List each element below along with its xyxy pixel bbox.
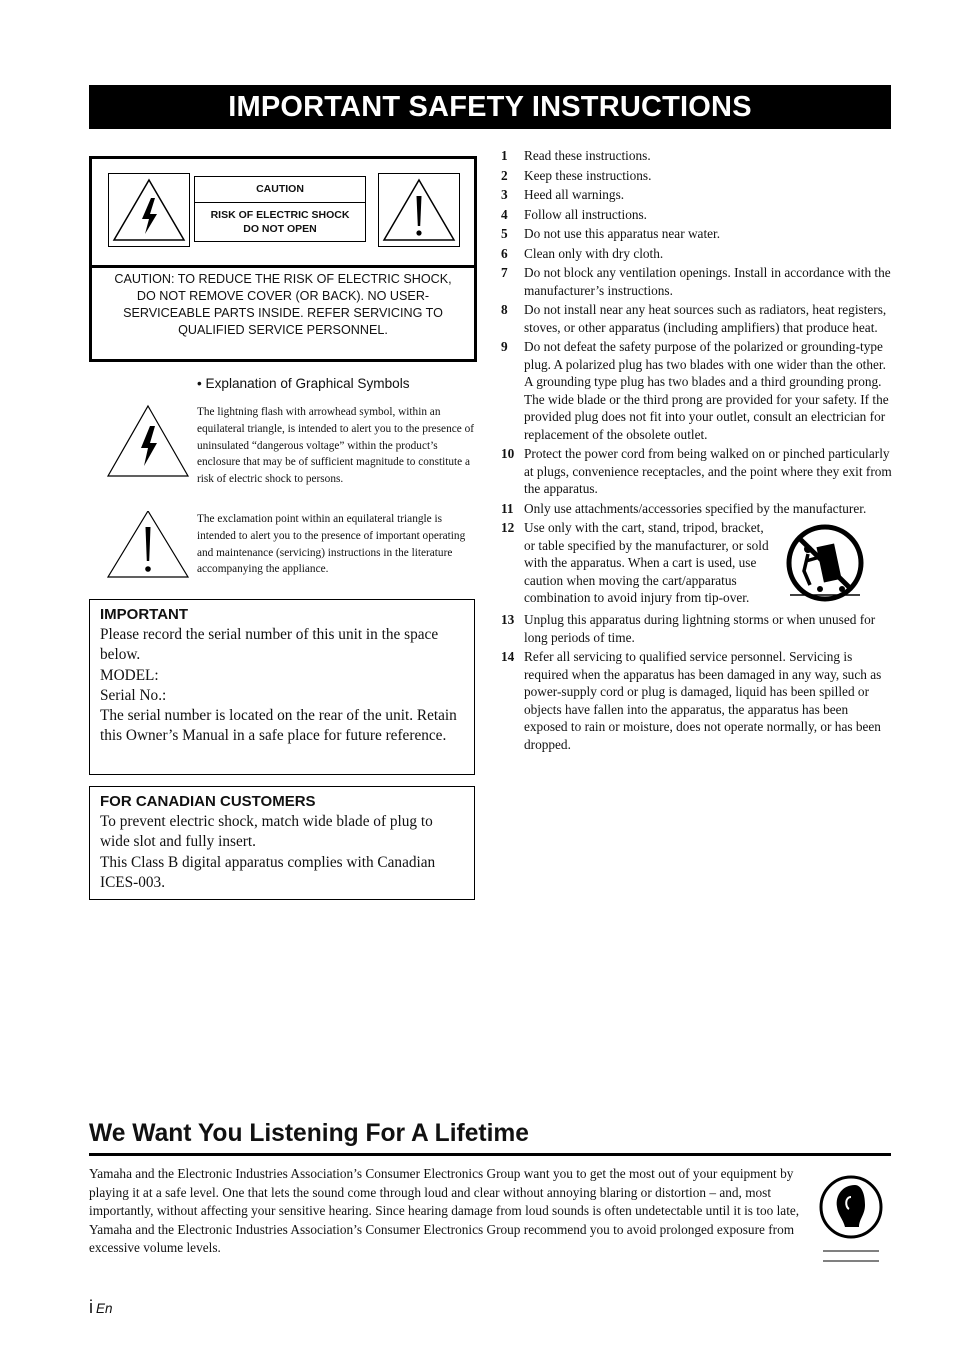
caution-text: CAUTION: TO REDUCE THE RISK OF ELECTRIC SHOCK, DO NOT REMOVE COVER (OR BACK). NO USER-SERVICEABLE PARTS INSIDE. REFER SERVICING TO QUALIFIED SERVICE PERSONNEL.: [114, 272, 452, 337]
page-footer: [89, 1297, 113, 1318]
list-item-text: Do not block any ventilation openings. Install in accordance with the manufacturer’s instructions.: [524, 265, 891, 298]
list-item-text: Protect the power cord from being walked on or pinched particularly at plugs, convenience receptacles, and the point where they exit from the apparatus.: [524, 446, 892, 496]
important-title: IMPORTANT: [100, 606, 189, 623]
list-item-number: 12: [501, 520, 515, 535]
list-item: [501, 301, 893, 336]
language-code: En: [96, 1301, 113, 1316]
lightning-warning-icon: [108, 173, 190, 247]
list-item: [501, 167, 893, 185]
exclamation-triangle-icon: [106, 511, 190, 587]
list-item: [501, 206, 893, 224]
caution-label-top: CAUTION: [194, 176, 366, 203]
canada-box: [89, 786, 475, 900]
list-item: [501, 338, 893, 443]
caution-panel: [89, 156, 477, 362]
canada-line2: This Class B digital apparatus complies with Canadian ICES-003.: [100, 853, 436, 891]
canada-line1: To prevent electric shock, match wide blade of plug to wide slot and fully insert.: [100, 813, 433, 851]
list-item-number: 9: [501, 339, 508, 354]
symbols-heading: • Explanation of Graphical Symbols: [197, 376, 410, 391]
important-serial: Serial No.:: [100, 686, 167, 704]
list-item: [501, 519, 893, 609]
list-item-text: Read these instructions.: [524, 148, 651, 163]
list-item: [501, 264, 893, 299]
lightning-symbol-row: [106, 404, 476, 504]
list-item-number: 1: [501, 148, 508, 163]
list-item-text: Do not use this apparatus near water.: [524, 226, 721, 241]
lightning-triangle-icon: [106, 404, 190, 480]
listening-text: Yamaha and the Electronic Industries Association’s Consumer Electronics Group want you to get the most out of your equipment by playing it at a safe level. One that lets the sound come through loud and clear without annoying blaring or distortion – and, most importantly, without affecting your sensitive hearing. Since hearing damage from loud sounds is often undetectable until it is too late, Yamaha and the Electronic Industries Association’s Consumer Electronics Group recommend you to avoid prolonged exposure from excessive volume levels.: [89, 1166, 800, 1256]
list-item-number: 13: [501, 612, 515, 627]
list-item: [501, 648, 893, 753]
list-item-number: 8: [501, 302, 508, 317]
list-item: [501, 186, 893, 204]
list-item: [501, 445, 893, 498]
list-item-number: 3: [501, 187, 508, 202]
caution-label-bottom: [194, 203, 366, 242]
list-item-number: 10: [501, 446, 515, 461]
list-item-number: 7: [501, 265, 508, 280]
list-item-text: Do not install near any heat sources such as radiators, heat registers, stoves, or other apparatus (including amplifiers) that produce heat.: [524, 302, 887, 335]
canada-title: FOR CANADIAN CUSTOMERS: [100, 793, 316, 810]
page-title: IMPORTANT SAFETY INSTRUCTIONS: [89, 85, 891, 129]
caution-label-line2: DO NOT OPEN: [243, 223, 317, 235]
listening-logo-icon: [815, 1175, 887, 1263]
list-item-number: 11: [501, 500, 514, 516]
list-item-text: Refer all servicing to qualified service personnel. Servicing is required when the apparatus has been damaged in any way, such as power-supply cord or plug is damaged, liquid has been spilled or objects have fallen into the apparatus, the apparatus has been exposed to rain or moisture, does not operate normally, or has been dropped.: [524, 649, 882, 752]
lightning-symbol-text: The lightning flash with arrowhead symbol, within an equilateral triangle, is intended to alert you to the presence of uninsulated “dangerous voltage” within the product’s enclosure that may be of sufficient magnitude to constitute a risk of electric shock to persons.: [197, 406, 474, 486]
list-item-number: 2: [501, 167, 508, 183]
list-item-text: Clean only with dry cloth.: [524, 245, 664, 261]
page-number: i: [89, 1297, 93, 1317]
important-line1: Please record the serial number of this unit in the space below.: [100, 626, 439, 664]
list-item: [501, 611, 893, 646]
list-item-text: Do not defeat the safety purpose of the polarized or grounding-type plug. A polarized plug has two blades with one wider than the other. A grounding type plug has two blades and a third grounding prong. The wide blade or the third prong are provided for your safety. If the provided plug does not fit into your outlet, consult an electrician for replacement of the obsolete outlet.: [524, 339, 889, 442]
list-item-number: 6: [501, 245, 508, 261]
important-model: MODEL:: [100, 666, 159, 684]
listening-heading: We Want You Listening For A Lifetime: [89, 1120, 529, 1147]
list-item-number: 4: [501, 206, 508, 222]
exclamation-symbol-row: [106, 511, 476, 583]
caution-label: [194, 176, 366, 242]
list-item-number: 5: [501, 226, 508, 241]
caution-label-line1: RISK OF ELECTRIC SHOCK: [210, 209, 350, 221]
caution-panel-header: [92, 159, 474, 268]
list-item-text: Heed all warnings.: [524, 187, 625, 202]
list-item: [501, 500, 893, 518]
list-item-number: 14: [501, 649, 515, 664]
list-item-text: Use only with the cart, stand, tripod, bracket, or table specified by the manufacturer, or sold with the apparatus. When a cart is used, use caution when moving the cart/apparatus combination to avoid injury from tip-over.: [524, 520, 769, 605]
list-item-text: Follow all instructions.: [524, 206, 647, 222]
list-item-text: Keep these instructions.: [524, 167, 652, 183]
cart-warning-icon: [780, 523, 870, 609]
important-line4: The serial number is located on the rear of the unit. Retain this Owner’s Manual in a safe place for future reference.: [100, 707, 457, 745]
list-item: [501, 225, 893, 243]
list-item-text: Only use attachments/accessories specified by the manufacturer.: [524, 500, 867, 516]
exclamation-warning-icon: [378, 173, 460, 247]
list-item: [501, 147, 893, 165]
list-item-text: Unplug this apparatus during lightning storms or when unused for long periods of time.: [524, 612, 876, 645]
exclamation-symbol-text: The exclamation point within an equilateral triangle is intended to alert you to the presence of important operating and maintenance (servicing) instructions in the literature accompanying the appliance.: [197, 513, 466, 576]
list-item: [501, 245, 893, 263]
important-box: [89, 599, 475, 775]
safety-instructions-list: [501, 147, 893, 755]
heading-rule: [89, 1153, 891, 1156]
